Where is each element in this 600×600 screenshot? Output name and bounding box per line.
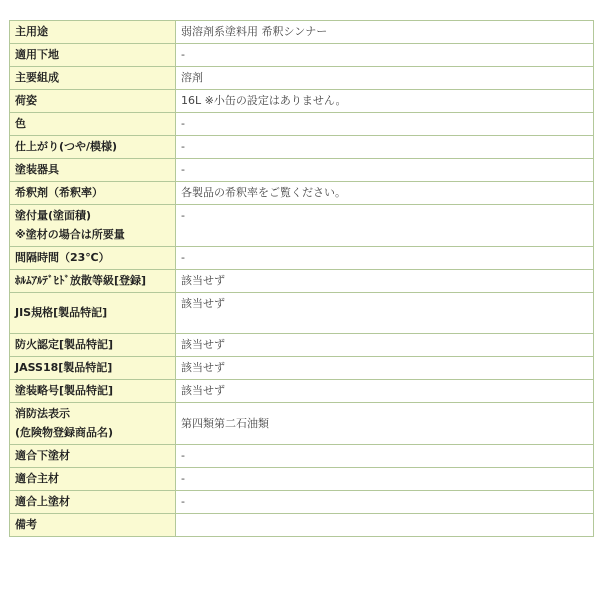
row-label-line-2: ※塗材の場合は所要量 — [15, 228, 125, 241]
table-row-coverage — [10, 205, 594, 247]
row-label: 希釈剤（希釈率） — [10, 182, 176, 205]
row-value: 16L ※小缶の設定はありません。 — [176, 90, 594, 113]
row-label-line-1: 消防法表示 — [15, 407, 70, 420]
row-value: 各製品の希釈率をご覧ください。 — [176, 182, 594, 205]
row-label: 荷姿 — [10, 90, 176, 113]
row-label — [10, 403, 176, 445]
table-row-interval — [10, 247, 594, 270]
table-row-composition — [10, 67, 594, 90]
row-value: 第四類第二石油類 — [176, 403, 594, 445]
row-label: JIS規格[製品特記] — [10, 293, 176, 334]
row-label: 適用下地 — [10, 44, 176, 67]
table-row-jass18 — [10, 357, 594, 380]
row-value: 該当せず — [176, 357, 594, 380]
row-label: 適合下塗材 — [10, 445, 176, 468]
table-row-undercoat — [10, 445, 594, 468]
row-label: 塗装器具 — [10, 159, 176, 182]
table-row-fire-service-act — [10, 403, 594, 445]
row-value: - — [176, 44, 594, 67]
table-row-coating-code — [10, 380, 594, 403]
row-value: 弱溶剤系塗料用 希釈シンナー — [176, 21, 594, 44]
table-row-color — [10, 113, 594, 136]
table-row-fireproof — [10, 334, 594, 357]
row-label: 塗装略号[製品特記] — [10, 380, 176, 403]
row-value: - — [176, 205, 594, 247]
row-label: 主要組成 — [10, 67, 176, 90]
row-label-line-1: 塗付量(塗面積) — [15, 209, 92, 222]
row-label: 仕上がり(つや/模様) — [10, 136, 176, 159]
row-value: - — [176, 247, 594, 270]
row-label: 主用途 — [10, 21, 176, 44]
table-row-packaging — [10, 90, 594, 113]
row-label: 適合主材 — [10, 468, 176, 491]
table-row-topcoat — [10, 491, 594, 514]
table-row-main-material — [10, 468, 594, 491]
table-row-main-use — [10, 21, 594, 44]
row-label: JASS18[製品特記] — [10, 357, 176, 380]
row-label — [10, 205, 176, 247]
row-value: 該当せず — [176, 334, 594, 357]
row-label: 備考 — [10, 514, 176, 537]
row-label: 防火認定[製品特記] — [10, 334, 176, 357]
row-label: ﾎﾙﾑｱﾙﾃﾞﾋﾄﾞ放散等級[登録] — [10, 270, 176, 293]
row-label: 色 — [10, 113, 176, 136]
row-value: - — [176, 468, 594, 491]
row-value: - — [176, 491, 594, 514]
row-value: 溶剤 — [176, 67, 594, 90]
row-label: 適合上塗材 — [10, 491, 176, 514]
table-row-thinner — [10, 182, 594, 205]
table-row-substrate — [10, 44, 594, 67]
row-value: - — [176, 445, 594, 468]
table-row-finish — [10, 136, 594, 159]
table-row-jis — [10, 293, 594, 334]
row-value: 該当せず — [176, 380, 594, 403]
product-spec-table — [9, 20, 594, 537]
row-label: 間隔時間（23℃） — [10, 247, 176, 270]
row-value: - — [176, 159, 594, 182]
table-row-formaldehyde — [10, 270, 594, 293]
row-value: 該当せず — [176, 270, 594, 293]
row-value: - — [176, 136, 594, 159]
product-spec-container — [9, 20, 594, 537]
row-label-line-2: (危険物登録商品名) — [15, 426, 114, 439]
row-value: 該当せず — [176, 293, 594, 334]
row-value — [176, 514, 594, 537]
table-row-tools — [10, 159, 594, 182]
row-value: - — [176, 113, 594, 136]
table-row-remarks — [10, 514, 594, 537]
